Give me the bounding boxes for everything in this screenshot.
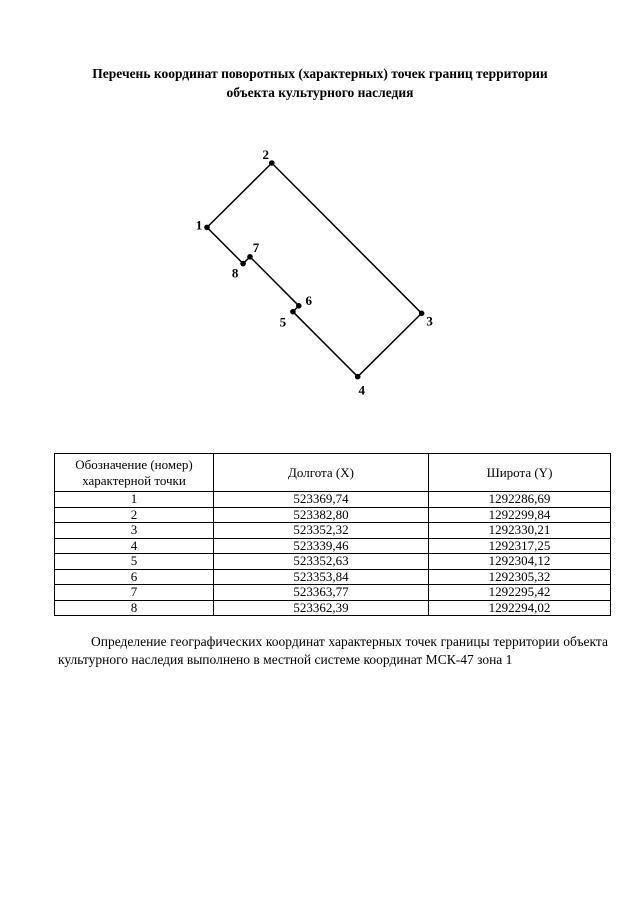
boundary-point-label: 4 (358, 382, 365, 398)
cell-longitude: 523339,46 (214, 538, 429, 554)
header-point-number: Обозначение (номер) характерной точки (55, 454, 214, 492)
cell-point-number: 5 (55, 554, 214, 570)
cell-latitude: 1292304,12 (429, 554, 611, 570)
boundary-point-marker (296, 303, 302, 309)
cell-longitude: 523352,32 (214, 523, 429, 539)
boundary-point-marker (355, 374, 361, 380)
boundary-diagram (0, 0, 640, 440)
table-row (55, 600, 611, 616)
cell-point-number: 2 (55, 507, 214, 523)
header-longitude: Долгота (X) (214, 454, 429, 492)
table-row (55, 492, 611, 508)
cell-latitude: 1292299,84 (429, 507, 611, 523)
boundary-point-label: 5 (279, 314, 287, 330)
cell-point-number: 1 (55, 492, 214, 508)
cell-longitude: 523382,80 (214, 507, 429, 523)
boundary-point-marker (419, 311, 425, 317)
boundary-point-marker (290, 309, 296, 315)
table-row (55, 585, 611, 601)
boundary-point-label: 1 (195, 217, 203, 233)
table-body (55, 492, 611, 616)
boundary-point-label: 3 (426, 313, 433, 329)
table-row (55, 507, 611, 523)
cell-latitude: 1292317,25 (429, 538, 611, 554)
table-row (55, 569, 611, 585)
coordinate-system-note: Определение географических координат характерных точек границы территории объекта культурного наследия выполнено в местной системе координат МСК-47 зона 1 (58, 634, 608, 667)
cell-point-number: 6 (55, 569, 214, 585)
cell-latitude: 1292294,02 (429, 600, 611, 616)
boundary-point-label: 7 (252, 239, 260, 255)
boundary-point-marker (269, 160, 275, 166)
cell-latitude: 1292295,42 (429, 585, 611, 601)
cell-latitude: 1292286,69 (429, 492, 611, 508)
title-line-2: объекта культурного наследия (226, 85, 414, 100)
cell-point-number: 8 (55, 600, 214, 616)
header-latitude: Широта (Y) (429, 454, 611, 492)
cell-latitude: 1292305,32 (429, 569, 611, 585)
cell-latitude: 1292330,21 (429, 523, 611, 539)
cell-point-number: 7 (55, 585, 214, 601)
cell-longitude: 523352,63 (214, 554, 429, 570)
boundary-point-label: 6 (305, 292, 313, 308)
cell-point-number: 3 (55, 523, 214, 539)
table-row (55, 523, 611, 539)
table-header-row (55, 454, 611, 492)
boundary-point-marker (247, 254, 253, 260)
cell-point-number: 4 (55, 538, 214, 554)
title-line-1: Перечень координат поворотных (характерных) точек границ территории (92, 66, 548, 81)
boundary-point-label: 8 (231, 265, 239, 281)
cell-longitude: 523369,74 (214, 492, 429, 508)
table-row (55, 538, 611, 554)
boundary-point-label: 2 (262, 147, 270, 162)
boundary-point-marker (204, 225, 210, 231)
table-row (55, 554, 611, 570)
boundary-polygon (207, 163, 422, 377)
cell-longitude: 523353,84 (214, 569, 429, 585)
cell-longitude: 523363,77 (214, 585, 429, 601)
cell-longitude: 523362,39 (214, 600, 429, 616)
coordinates-table (54, 453, 611, 616)
boundary-point-marker (240, 261, 246, 267)
